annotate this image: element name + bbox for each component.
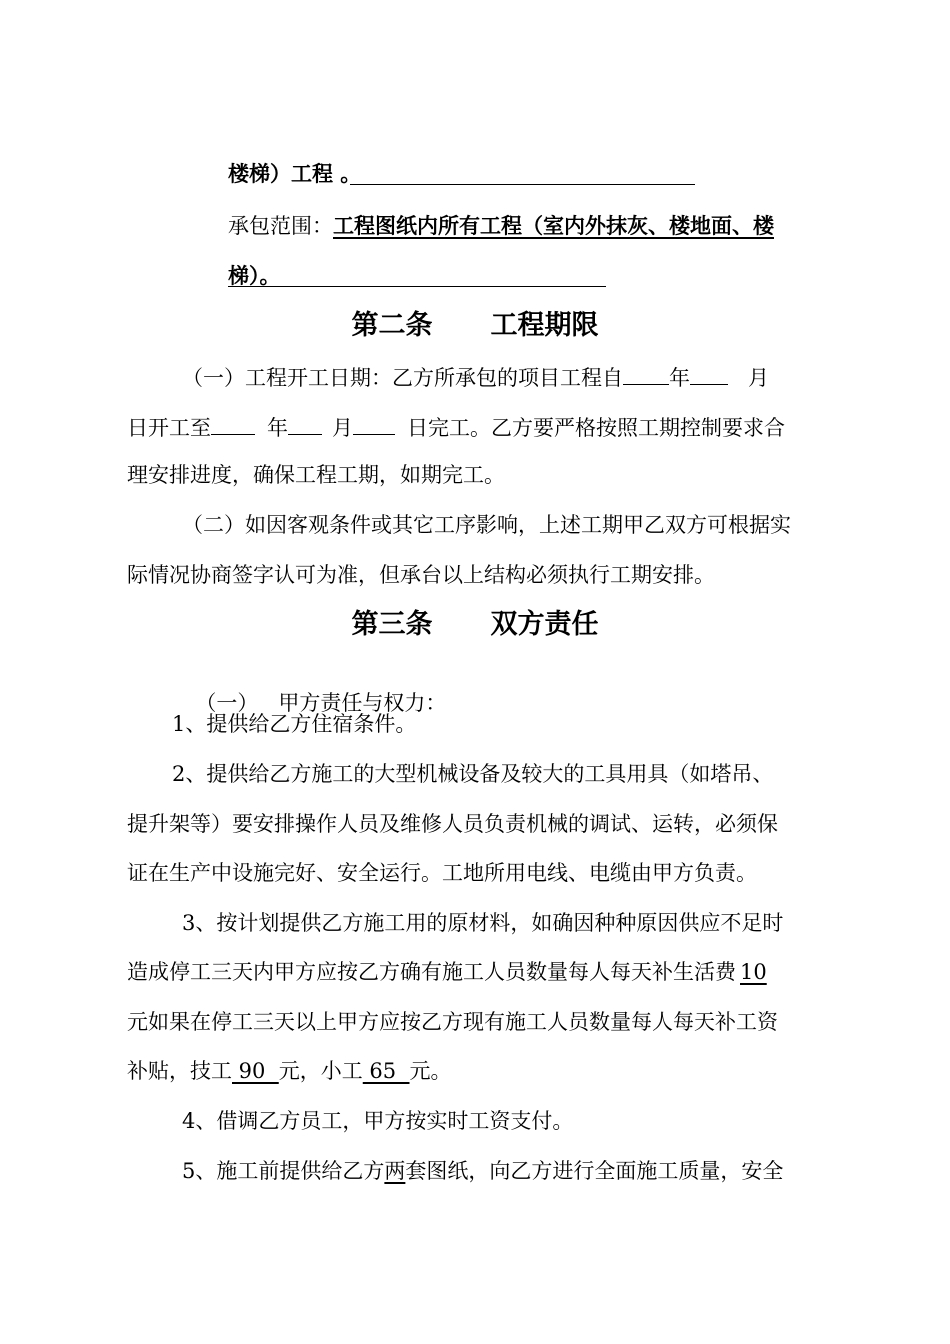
delay-text-1: （二）如因客观条件或其它工序影响，上述工期甲乙双方可根据实: [182, 513, 791, 537]
article-3-heading: [0, 608, 950, 642]
scope-line-3-underline: [228, 286, 606, 287]
item-1-text: 1、提供给乙方住宿条件。: [172, 712, 417, 736]
party-a-subtitle: （一） 甲方责任与权力：: [195, 691, 447, 715]
year-label: 年: [669, 366, 690, 390]
end-year-label: 年: [267, 416, 288, 440]
start-day-text: 日开工至: [127, 416, 211, 440]
article-3-title: 双方责任: [490, 609, 599, 640]
item-2-line-3: [127, 859, 757, 887]
item-3-line-1: [182, 909, 783, 937]
article-2-para-2-line-1: [182, 511, 791, 539]
item-2-text-3: 证在生产中设施完好、安全运行。工地所用电线、电缆由甲方负责。: [127, 861, 757, 885]
article-2-title: 工程期限: [490, 310, 599, 341]
end-year-blank: [211, 412, 255, 435]
item-3-line-4: [127, 1057, 452, 1085]
article-3-sub-1: [182, 661, 446, 717]
skilled-wage-value: 90: [232, 1059, 279, 1083]
item-3-text-1: 3、按计划提供乙方施工用的原材料，如确因种种原因供应不足时: [182, 911, 784, 935]
skilled-label: 补贴，技工: [127, 1059, 232, 1083]
end-day-text: 日完工。乙方要严格按照工期控制要求合: [407, 416, 785, 440]
living-allowance-value: 10: [740, 960, 767, 984]
item-2-line-1: [172, 760, 773, 788]
item-2-line-2: [127, 810, 778, 838]
schedule-text: 理安排进度，确保工程工期，如期完工。: [127, 463, 505, 487]
item-2-text-1: 2、提供给乙方施工的大型机械设备及较大的工具用具（如塔吊、: [172, 762, 774, 786]
scope-value-2: 梯）。: [228, 264, 281, 288]
scope-label: 承包范围：: [228, 214, 333, 238]
scope-value-1: 工程图纸内所有工程（室内外抹灰、楼地面、楼: [333, 214, 774, 238]
laborer-wage-value: 65: [362, 1059, 410, 1083]
item-5-text-1: 5、施工前提供给乙方: [182, 1159, 385, 1183]
start-date-text: （一）工程开工日期：乙方所承包的项目工程自: [182, 366, 623, 390]
start-month-blank: [690, 362, 728, 385]
article-2-para-1-line-2: [127, 412, 785, 442]
end-month-blank: [288, 412, 322, 435]
delay-text-2: 际情况协商签字认可为准，但承台以上结构必须执行工期安排。: [127, 563, 715, 587]
scope-line-2: [228, 212, 774, 240]
item-3-text-2: 造成停工三天内甲方应按乙方确有施工人员数量每人每天补生活费: [127, 960, 736, 984]
item-5-text-2: 套图纸，向乙方进行全面施工质量，安全: [405, 1159, 784, 1183]
item-5-line-1: [182, 1157, 783, 1185]
article-2-number: 第二条: [351, 310, 433, 341]
scope-line-1: [228, 160, 361, 188]
laborer-label: 元，小工: [278, 1059, 363, 1083]
article-3-number: 第三条: [351, 609, 433, 640]
end-month-label: 月: [332, 416, 353, 440]
item-3-line-3: [127, 1008, 778, 1036]
article-2-para-1-line-3: [127, 461, 505, 489]
item-3-text-3: 元如果在停工三天以上甲方应按乙方现有施工人员数量每人每天补工资: [127, 1010, 778, 1034]
yuan-label: 元。: [409, 1059, 452, 1083]
end-day-blank: [353, 412, 395, 435]
item-1: [172, 710, 416, 738]
article-2-para-2-line-2: [127, 561, 715, 589]
item-3-line-2: [127, 958, 767, 986]
item-4-text: 4、借调乙方员工，甲方按实时工资支付。: [182, 1109, 574, 1133]
month-label: 月: [748, 366, 769, 390]
article-2-para-1-line-1: [182, 362, 769, 392]
scope-line-1-underline: [350, 184, 695, 185]
drawing-sets-value: 两: [384, 1159, 406, 1183]
start-year-blank: [623, 362, 669, 385]
item-2-text-2: 提升架等）要安排操作人员及维修人员负责机械的调试、运转，必须保: [127, 812, 778, 836]
article-2-heading: [0, 309, 950, 343]
scope-line-1-text: 楼梯）工程 。: [228, 162, 362, 186]
item-4: [182, 1107, 573, 1135]
